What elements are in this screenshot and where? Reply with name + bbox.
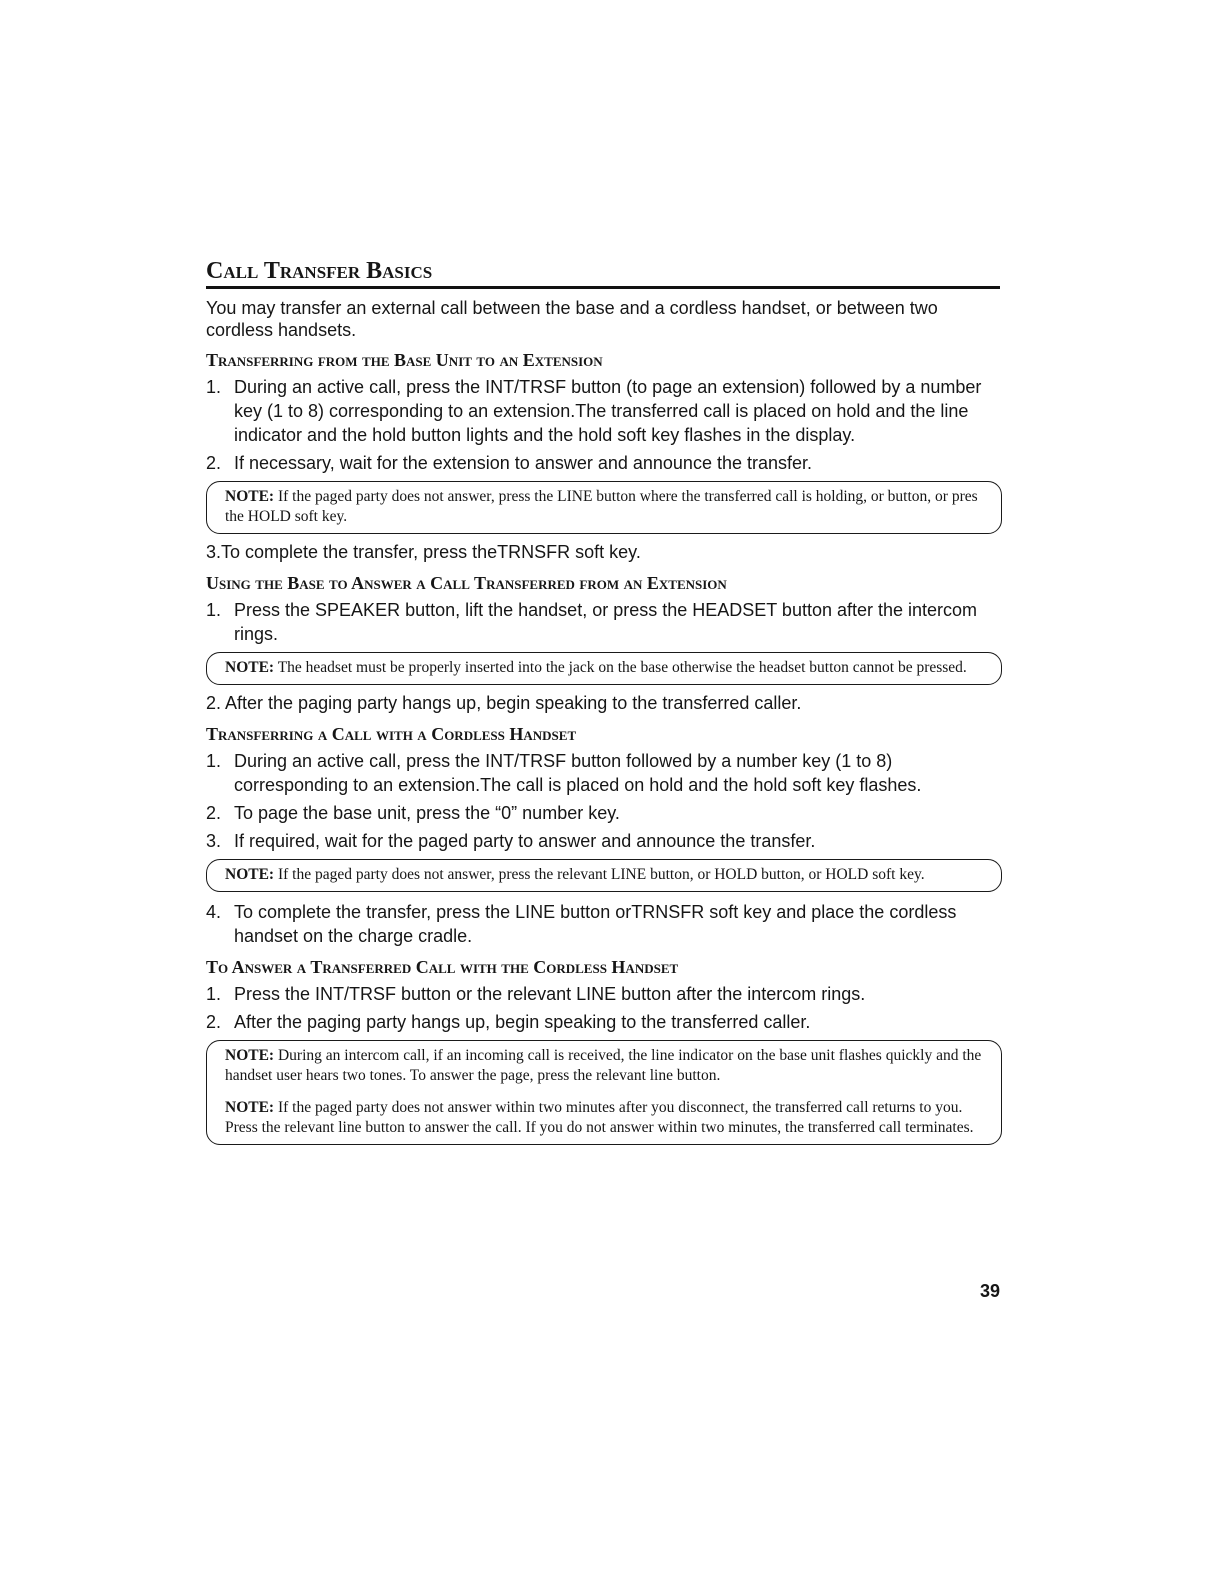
step-item: 3.To complete the transfer, press theTRNSFR soft key. bbox=[206, 542, 641, 562]
note-text: If the paged party does not answer within two minutes after you disconnect, the transferred call returns to you. Press the relevant line button to answer the call. If you do not answer within two minutes, the transferred call terminates. bbox=[225, 1099, 974, 1136]
note-label: NOTE: bbox=[225, 659, 275, 676]
step-item bbox=[206, 900, 1000, 948]
step-text: If necessary, wait for the extension to answer and announce the transfer. bbox=[234, 453, 813, 473]
page-title: Call Transfer Basics bbox=[206, 258, 1000, 289]
step-number: 1. bbox=[206, 600, 222, 620]
step-number: 2. bbox=[206, 453, 222, 473]
step-item bbox=[206, 801, 1000, 825]
note-text: If the paged party does not answer, press the relevant LINE button, or HOLD button, or HOLD soft key. bbox=[277, 866, 925, 883]
note-box bbox=[206, 859, 1002, 892]
note-text: If the paged party does not answer, press the LINE button where the transferred call is holding, or button, or pres the HOLD soft key. bbox=[225, 488, 978, 525]
step-number: 1. bbox=[206, 984, 222, 1004]
note-box bbox=[206, 652, 1002, 685]
note-label: NOTE: bbox=[225, 1099, 275, 1116]
step-text: After the paging party hangs up, begin speaking to the transferred caller. bbox=[234, 1012, 811, 1032]
step-text: If required, wait for the paged party to answer and announce the transfer. bbox=[234, 831, 816, 851]
step-item bbox=[206, 598, 1000, 646]
note-text: During an intercom call, if an incoming call is received, the line indicator on the base unit flashes quickly and the handset user hears two tones. To answer the page, press the relevant line button. bbox=[225, 1047, 982, 1084]
note-label: NOTE: bbox=[225, 1047, 275, 1064]
note-box bbox=[206, 481, 1002, 534]
step-item bbox=[206, 982, 1000, 1006]
step-number: 2. bbox=[206, 1012, 222, 1032]
step-text: To complete the transfer, press the LINE button orTRNSFR soft key and place the cordless handset on the charge cradle. bbox=[234, 902, 957, 946]
step-item bbox=[206, 829, 1000, 853]
step-text: To page the base unit, press the “0” number key. bbox=[234, 803, 620, 823]
step-item bbox=[206, 749, 1000, 797]
section-heading-base-to-extension: Transferring from the Base Unit to an Extension bbox=[206, 350, 603, 370]
note-label: NOTE: bbox=[225, 488, 275, 505]
section-heading-cordless-answer: To Answer a Transferred Call with the Cordless Handset bbox=[206, 957, 679, 977]
step-number: 4. bbox=[206, 902, 222, 922]
step-item: 2. After the paging party hangs up, begin speaking to the transferred caller. bbox=[206, 693, 802, 713]
step-text: During an active call, press the INT/TRSF button (to page an extension) followed by a number key (1 to 8) corresponding to an extension.The transferred call is placed on hold and the line indicator and the hold button lights and the hold soft key flashes in the display. bbox=[234, 377, 982, 445]
section-heading-cordless-transfer: Transferring a Call with a Cordless Handset bbox=[206, 724, 577, 744]
intro-paragraph: You may transfer an external call between the base and a cordless handset, or between two cordless handsets. bbox=[206, 298, 938, 340]
step-number: 1. bbox=[206, 751, 222, 771]
step-number: 3. bbox=[206, 831, 222, 851]
note-box bbox=[206, 1040, 1002, 1145]
step-text: During an active call, press the INT/TRSF button followed by a number key (1 to 8) corresponding to an extension.The call is placed on hold and the hold soft key flashes. bbox=[234, 751, 922, 795]
note-label: NOTE: bbox=[225, 866, 275, 883]
step-item bbox=[206, 1010, 1000, 1034]
step-item bbox=[206, 451, 1000, 475]
step-number: 1. bbox=[206, 377, 222, 397]
step-text: Press the INT/TRSF button or the relevant LINE button after the intercom rings. bbox=[234, 984, 866, 1004]
page-number: 39 bbox=[980, 1281, 1001, 1301]
step-text: Press the SPEAKER button, lift the handset, or press the HEADSET button after the intercom rings. bbox=[234, 600, 978, 644]
note-text: The headset must be properly inserted into the jack on the base otherwise the headset button cannot be pressed. bbox=[277, 659, 967, 676]
step-item bbox=[206, 375, 1000, 447]
page-content bbox=[206, 258, 1000, 1145]
step-number: 2. bbox=[206, 803, 222, 823]
section-heading-base-answer: Using the Base to Answer a Call Transferred from an Extension bbox=[206, 573, 727, 593]
